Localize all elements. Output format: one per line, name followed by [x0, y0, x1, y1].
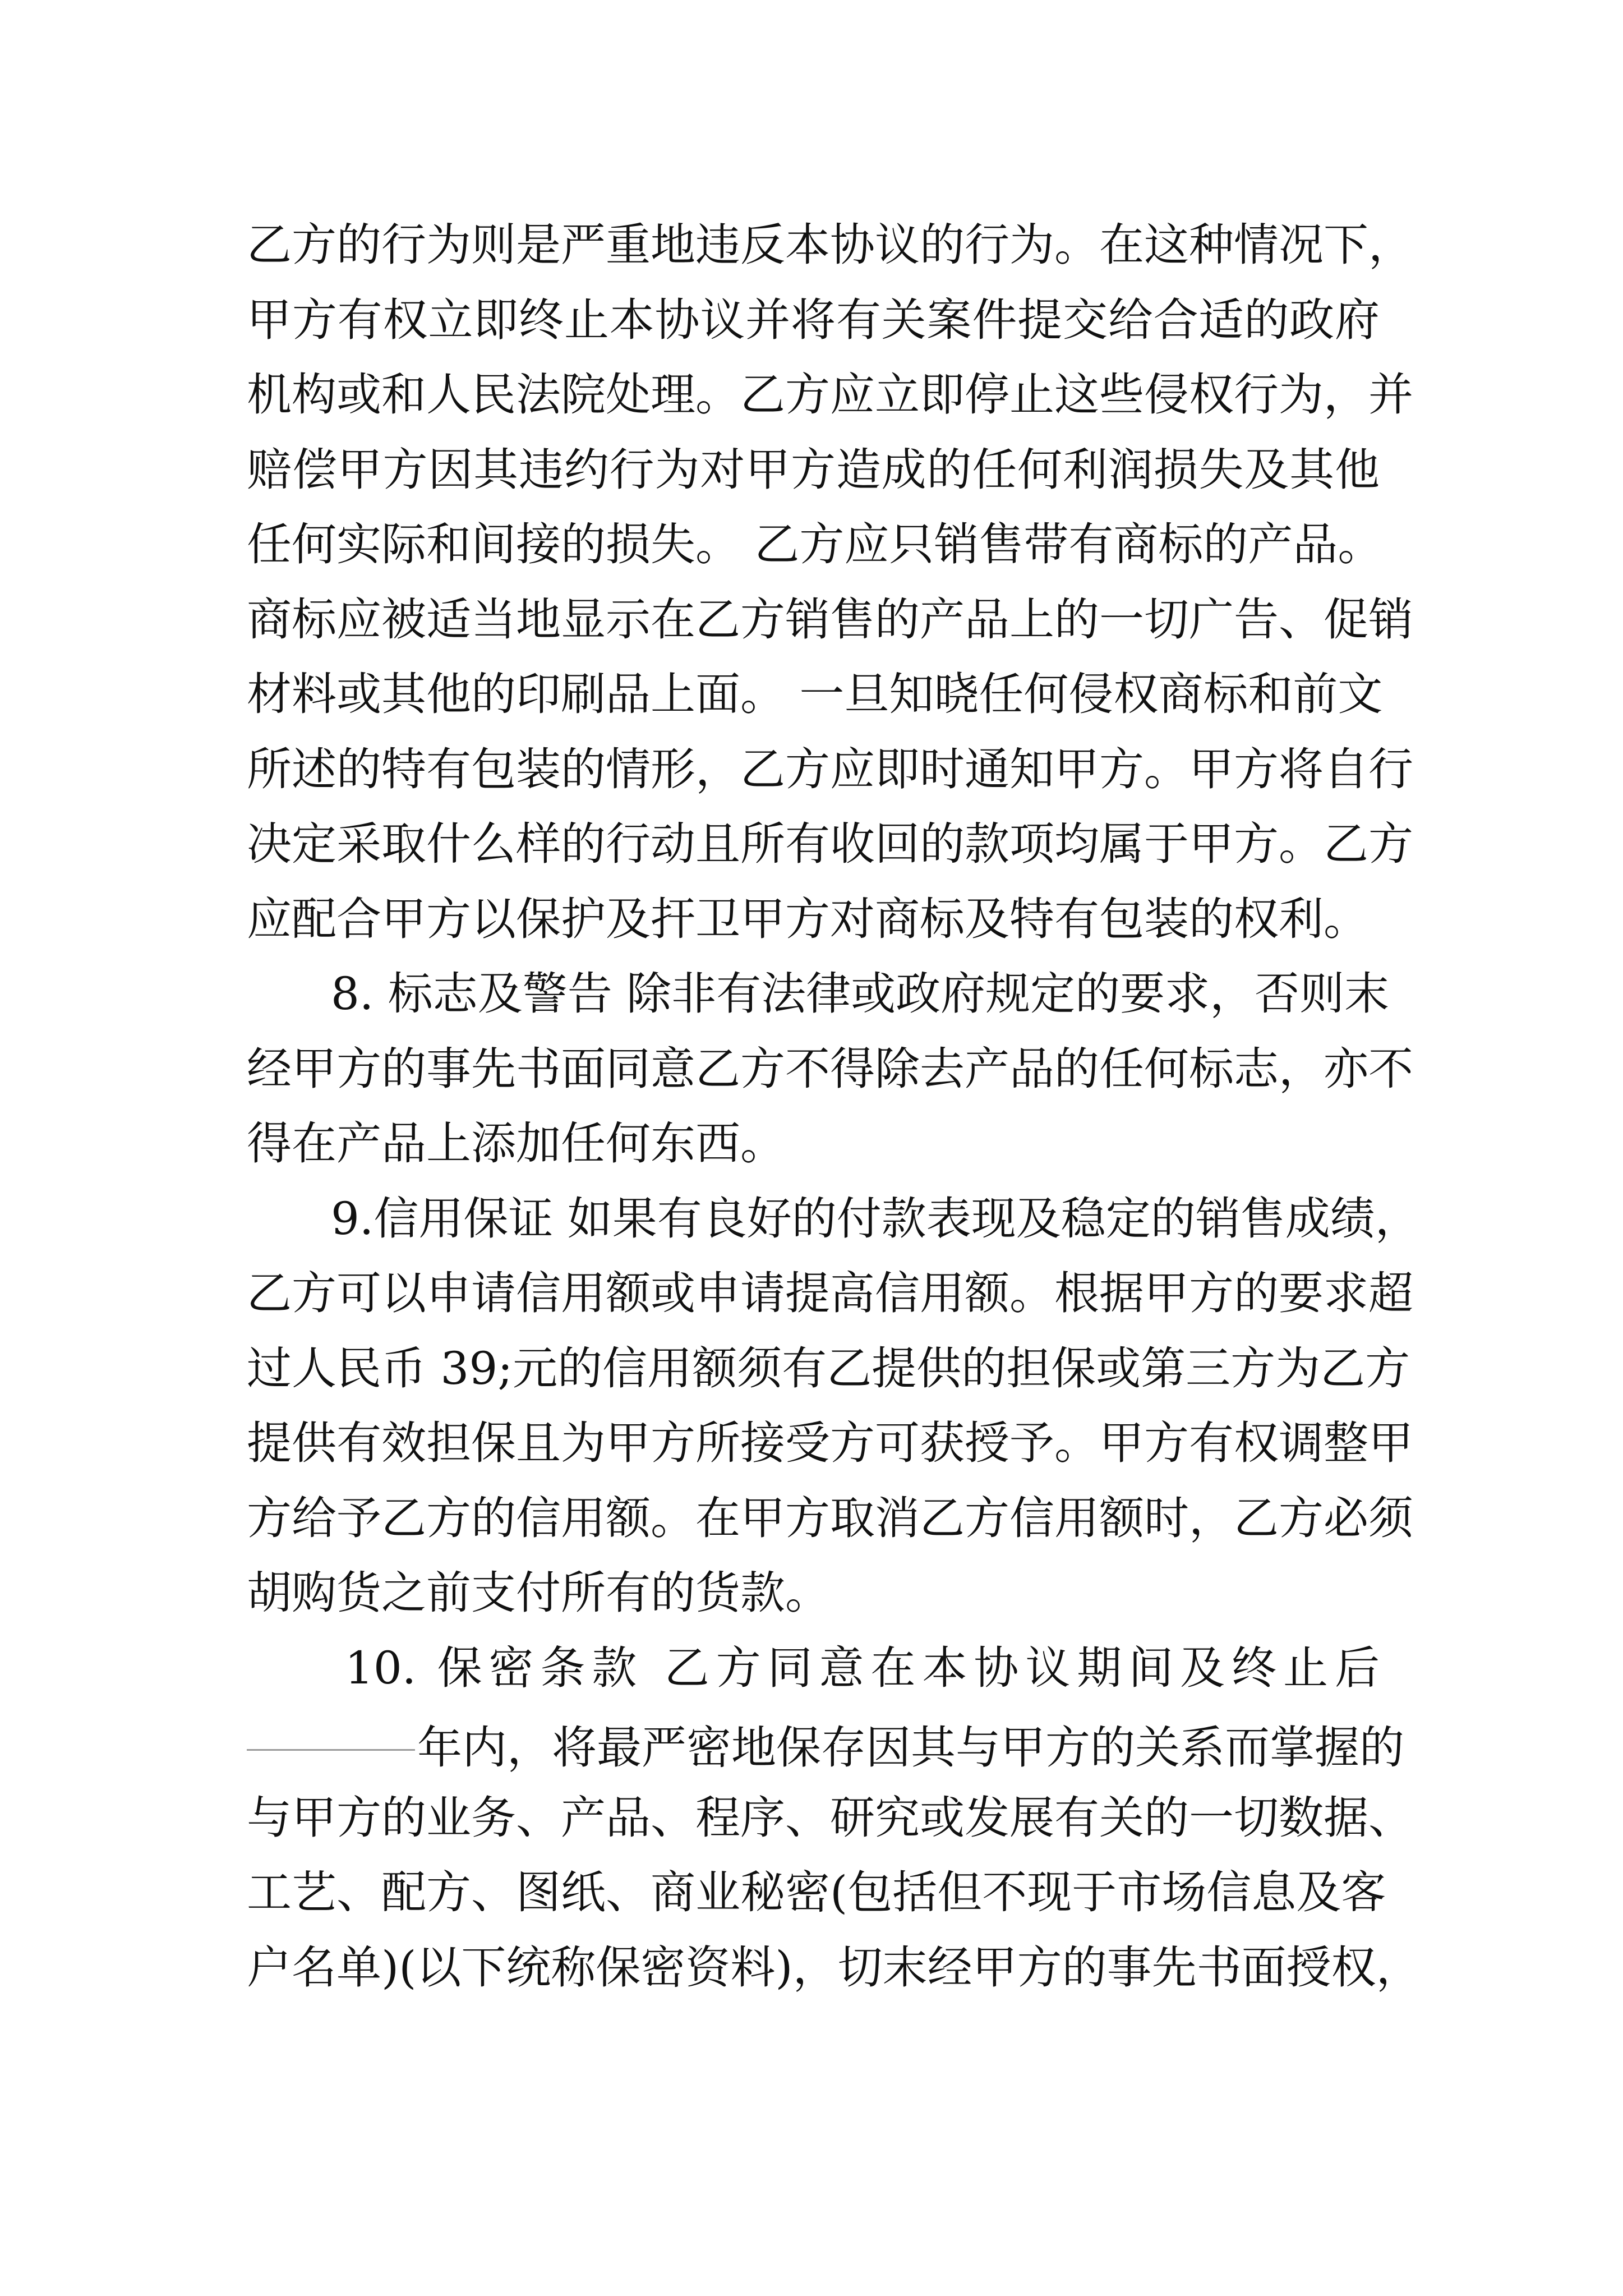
fill-in-blank[interactable] [247, 1693, 415, 1751]
text-line: 材料或其他的印刷品上面。 一旦知晓任何侵权商标和前文 [247, 668, 1383, 720]
text-line: 决定采取什么样的行动且所有收回的款项均属于甲方。乙方 [247, 818, 1413, 870]
blank-line [247, 1705, 1404, 1780]
section-8-heading-line: 8. 标志及警告 除非有法律或政府规定的要求，否则末 [331, 968, 1390, 1020]
text-line: 所述的特有包装的情形，乙方应即时通知甲方。甲方将自行 [247, 743, 1413, 795]
document-body [247, 208, 1421, 2005]
text-line: 应配合甲方以保护及扞卫甲方对商标及特有包装的权利。 [247, 892, 1368, 945]
text-line: 方给予乙方的信用额。在甲方取消乙方信用额时，乙方必须 [247, 1492, 1413, 1544]
section-9-heading-line: 9.信用保证 如果有良好的付款表现及稳定的销售成绩， [331, 1192, 1420, 1245]
text-line: 工艺、配方、图纸、商业秘密(包括但不现于市场信息及客 [247, 1866, 1386, 1918]
text-line: 得在产品上添加任何东西。 [247, 1117, 785, 1170]
text-line: 机构或和人民法院处理。乙方应立即停止这些侵权行为，并 [247, 369, 1413, 421]
text-line: 与甲方的业务、产品、程序、研究或发展有关的一切数据、 [247, 1791, 1413, 1844]
text-line: 胡购货之前支付所有的货款。 [247, 1567, 830, 1619]
text-line: 经甲方的事先书面同意乙方不得除去产品的任何标志，亦不 [247, 1042, 1413, 1095]
section-10-heading-line: 10. 保密条款 乙方同意在本协议期间及终止后 [345, 1641, 1380, 1694]
text-line: 提供有效担保且为甲方所接受方可获授予。甲方有权调整甲 [247, 1417, 1413, 1469]
text-line: 甲方有权立即终止本协议并将有关案件提交给合适的政府 [247, 293, 1380, 346]
text-line: 任何实际和间接的损失。 乙方应只销售带有商标的产品。 [247, 518, 1383, 570]
text-line: 乙方可以申请信用额或申请提高信用额。根据甲方的要求超 [247, 1267, 1413, 1319]
text-line: 过人民币 39;元的信用额须有乙提供的担保或第三方为乙方 [247, 1342, 1410, 1395]
text-line: 乙方的行为则是严重地违反本协议的行为。在这种情况下， [247, 219, 1413, 271]
text-line: 商标应被适当地显示在乙方销售的产品上的一切广告、促销 [247, 593, 1413, 646]
text-line: 赔偿甲方因其违约行为对甲方造成的任何利润损失及其他 [247, 443, 1380, 496]
text-line: 户名单)(以下统称保密资料)，切末经甲方的事先书面授权， [247, 1941, 1421, 1994]
text-line: 年内，将最严密地保存因其与甲方的关系而掌握的 [417, 1722, 1404, 1774]
